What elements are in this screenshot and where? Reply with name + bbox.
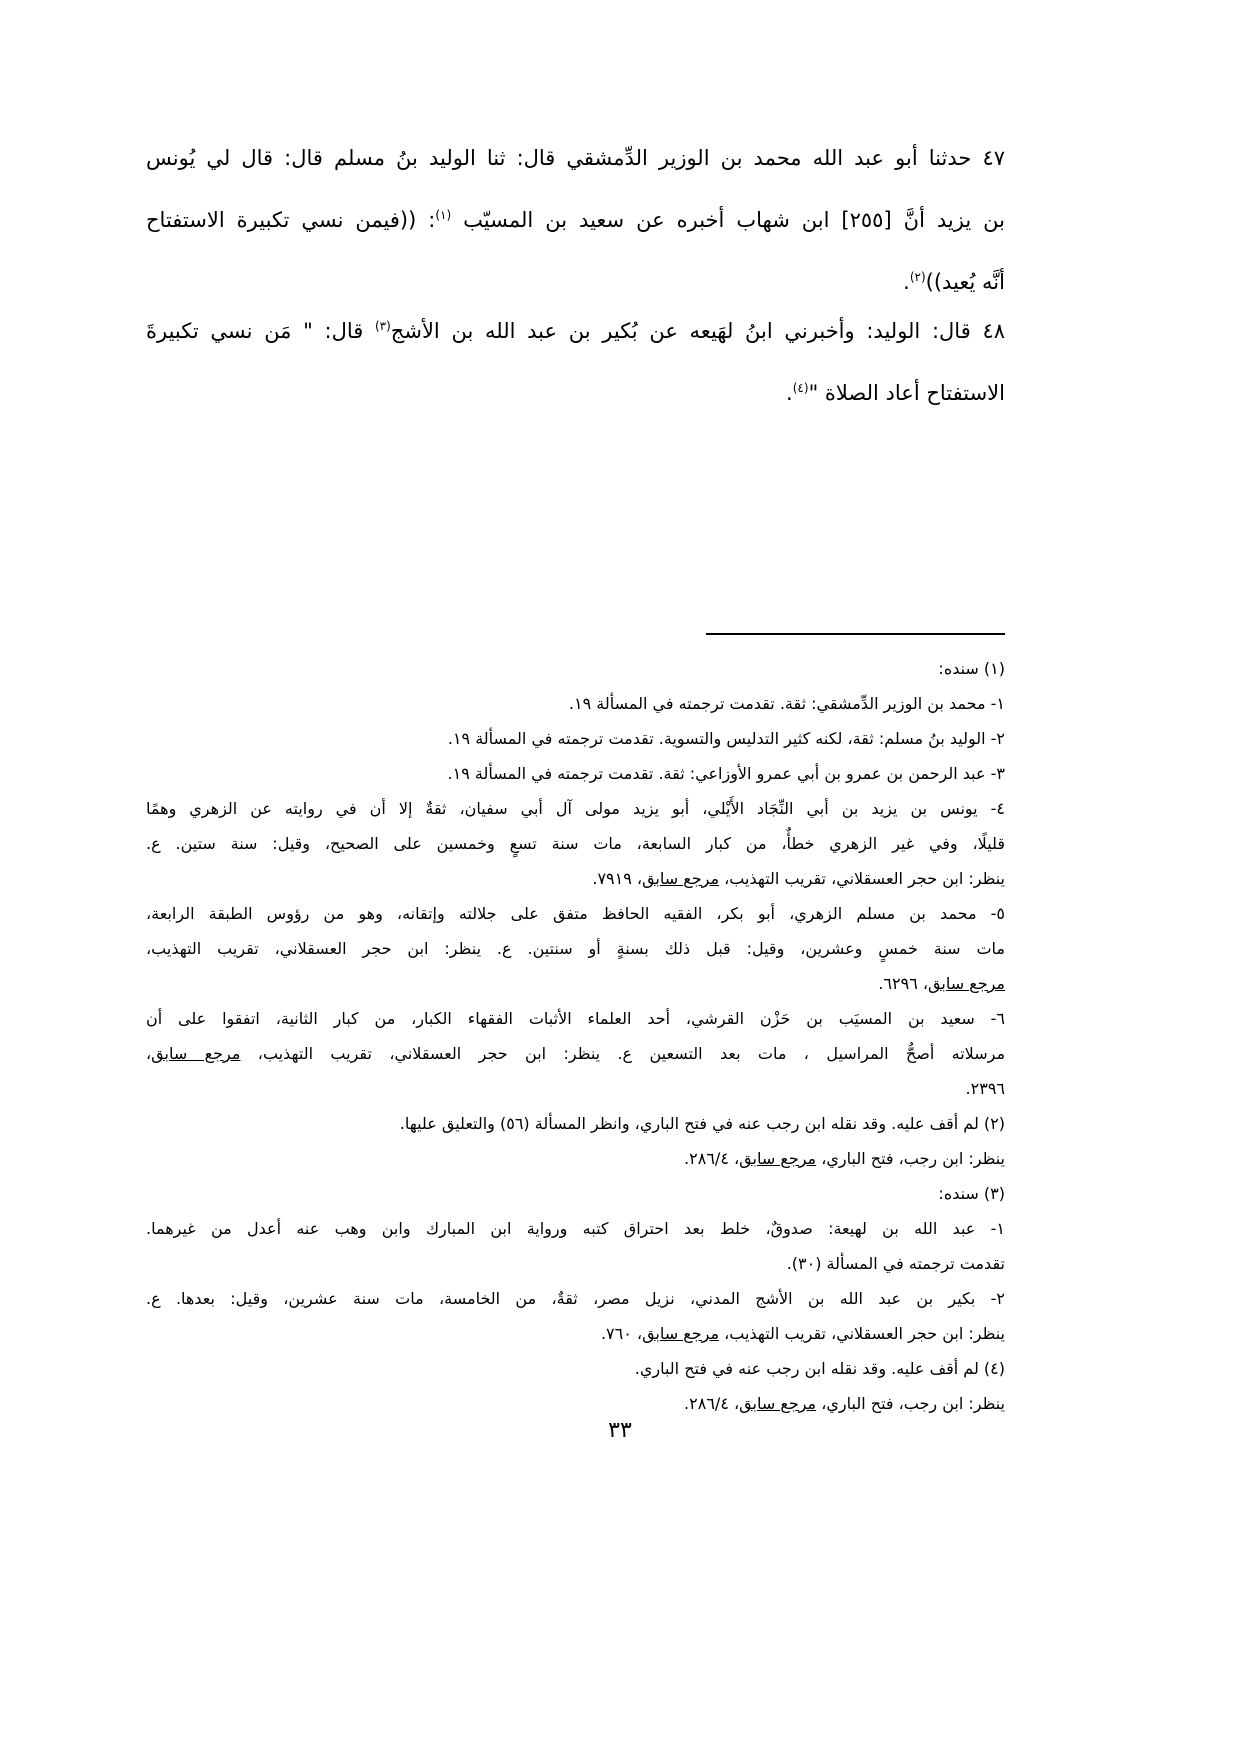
- text-segment: ،: [146, 1044, 152, 1063]
- footnote-1-item-5-line-1: ٥- محمد بن مسلم الزهري، أبو بكر، الفقيه الحافظ متفق على جلالته وإتقانه، وهو من رؤوس الطبقة الرابعة،: [146, 904, 1005, 923]
- footnote-ref-2[interactable]: (٢): [909, 270, 926, 284]
- text-segment: ينظر: ابن حجر العسقلاني، تقريب التهذيب،: [719, 869, 1005, 888]
- text-segment: ، ٧٦٠.: [600, 1324, 643, 1343]
- paragraph-47-line-2: [146, 189, 1005, 251]
- footnote-2-line-2: [146, 1141, 1005, 1176]
- text-segment: ، ٦٢٩٦.: [878, 974, 929, 993]
- reference-link[interactable]: مرجع سابق: [642, 1324, 720, 1343]
- footnote-3-heading: (٣) سنده:: [938, 1184, 1005, 1203]
- footnote-1-item-5-line-3: [146, 966, 1005, 1001]
- footnote-4-line-2: [146, 1386, 1005, 1421]
- footnote-3-item-2-line-2: [146, 1316, 1005, 1351]
- footnote-1-item-2: ٢- الوليد بنُ مسلم: ثقة، لكنه كثير التدليس والتسوية. تقدمت ترجمته في المسألة ١٩.: [447, 729, 1005, 748]
- footnote-separator: [706, 633, 1005, 635]
- paragraph-47: [146, 127, 1005, 313]
- footnote-ref-3[interactable]: (٣): [374, 319, 391, 333]
- footnote-ref-1[interactable]: (١): [435, 208, 452, 222]
- text-segment: بن يزيد أنَّ [٢٥٥] ابن شهاب أخبره عن سعيد بن المسيّب: [451, 208, 1005, 232]
- footnote-1-item-4-line-1: ٤- يونس بن يزيد بن أبي النِّجَاد الأَيْلي، أبو يزيد مولى آل أبي سفيان، ثقةٌ إلا أن في روايته عن الزهري وهمًا: [146, 799, 1005, 818]
- paragraph-48-line-2: [146, 362, 1005, 424]
- footnote-1-item-4-line-3: [146, 861, 1005, 896]
- footnote-4-line-1: (٤) لم أقف عليه. وقد نقله ابن رجب عنه في فتح الباري.: [634, 1359, 1005, 1378]
- footnote-1-item-5-line-2: مات سنة خمسٍ وعشرين، وقيل: قبل ذلك بسنةٍ أو سنتين. ع. ينظر: ابن حجر العسقلاني، تقريب التهذيب،: [146, 939, 1005, 958]
- paragraph-48: [146, 300, 1005, 424]
- text-segment: ٤٨ قال: الوليد: وأخبرني ابنُ لهَيعه عن بُكير بن عبد الله بن الأشج: [390, 319, 1005, 343]
- footnote-3-item-1-line-2: تقدمت ترجمته في المسألة (٣٠).: [786, 1254, 1005, 1273]
- text-segment: .: [786, 381, 793, 405]
- footnote-1-item-4-line-2: قليلًا، وفي غير الزهري خطأٌ، من كبار السابعة، مات سنة تسعٍ وخمسين على الصحيح، وقيل: سنة ستين. ع.: [146, 834, 1005, 853]
- text-segment: ، ٢٨٦/٤.: [684, 1394, 740, 1413]
- footnote-ref-4[interactable]: (٤): [792, 381, 809, 395]
- text-segment: .: [903, 270, 910, 294]
- footnote-1-item-6-line-3: ٢٣٩٦.: [965, 1079, 1005, 1098]
- footnote-3-item-2-line-1: ٢- بكير بن عبد الله بن الأشج المدني، نزيل مصر، ثقةٌ، من الخامسة، مات سنة عشرين، وقيل: بعدها. ع.: [146, 1289, 1005, 1308]
- reference-link[interactable]: مرجع سابق: [739, 1149, 817, 1168]
- footnote-1-item-6-line-2: [146, 1036, 1005, 1071]
- reference-link[interactable]: مرجع سابق: [928, 974, 1005, 993]
- text-segment: ينظر: ابن حجر العسقلاني، تقريب التهذيب،: [719, 1324, 1005, 1343]
- footnote-2-line-1: (٢) لم أقف عليه. وقد نقله ابن رجب عنه في فتح الباري، وانظر المسألة (٥٦) والتعليق عليها.: [399, 1114, 1005, 1133]
- page-number: ٣٣: [608, 1418, 632, 1443]
- text-segment: ، ٢٨٦/٤.: [684, 1149, 740, 1168]
- text-segment: ينظر: ابن رجب، فتح الباري،: [816, 1149, 1005, 1168]
- text-segment: قال: " مَن نسي تكبيرةَ: [146, 319, 375, 343]
- footnote-1-heading: (١) سنده:: [938, 659, 1005, 678]
- text-segment: ينظر: ابن رجب، فتح الباري،: [816, 1394, 1005, 1413]
- reference-link[interactable]: مرجع سابق: [739, 1394, 817, 1413]
- text-segment: الاستفتاح أعاد الصلاة ": [808, 381, 1005, 405]
- reference-link[interactable]: مرجع سابق: [642, 869, 720, 888]
- paragraph-48-line-1: [146, 300, 1005, 362]
- footnote-3-item-1-line-1: ١- عبد الله بن لهيعة: صدوقٌ، خلط بعد احتراق كتبه ورواية ابن المبارك وابن وهب عنه أعدل من غيرهما.: [146, 1219, 1005, 1238]
- text-segment: أنَّه يُعيد)): [925, 270, 1005, 294]
- reference-link[interactable]: مرجع سابق: [151, 1044, 241, 1063]
- footnote-1-item-3: ٣- عبد الرحمن بن عمرو بن أبي عمرو الأوزاعي: ثقة. تقدمت ترجمته في المسألة ١٩.: [447, 764, 1005, 783]
- text-segment: ، ٧٩١٩.: [592, 869, 643, 888]
- text-segment: مرسلاته أصحُّ المراسيل ، مات بعد التسعين ع. ينظر: ابن حجر العسقلاني، تقريب التهذيب،: [240, 1044, 1005, 1063]
- paragraph-47-line-1: ٤٧ حدثنا أبو عبد الله محمد بن الوزير الدِّمشقي قال: ثنا الوليد بنُ مسلم قال: قال لي يُونس: [146, 146, 1005, 170]
- text-segment: : ((فيمن نسي تكبيرة الاستفتاح: [146, 208, 436, 232]
- footnote-1-item-6-line-1: ٦- سعيد بن المسيَب بن حَزْن القرشي، أحد العلماء الأثبات الفقهاء الكبار، من كبار الثانية، اتفقوا على أن: [146, 1009, 1005, 1028]
- footnote-1-item-1: ١- محمد بن الوزير الدِّمشقي: ثقة. تقدمت ترجمته في المسألة ١٩.: [568, 694, 1005, 713]
